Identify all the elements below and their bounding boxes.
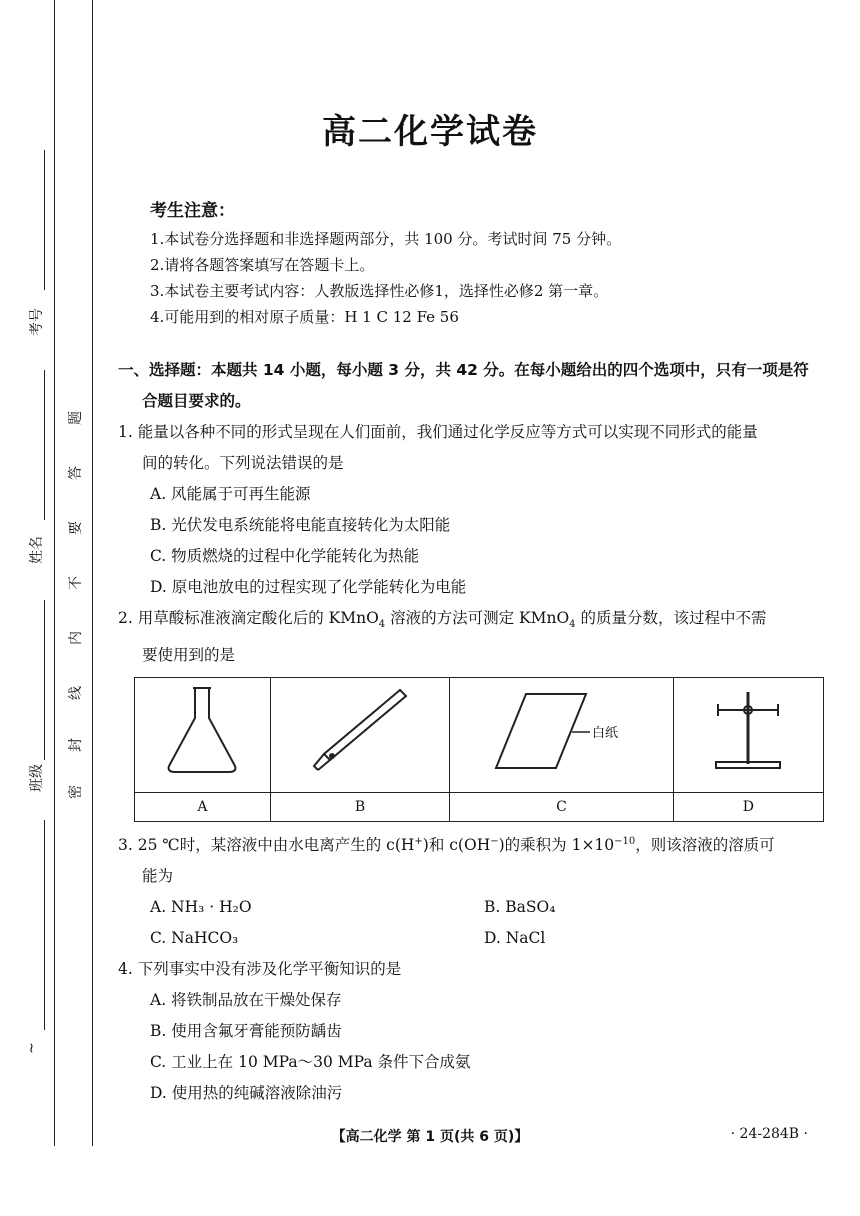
q2-cell-c bbox=[450, 678, 673, 793]
conical-flask-icon bbox=[157, 682, 247, 778]
exam-no-fill-line bbox=[44, 150, 45, 290]
q4-stem: 4. 下列事实中没有涉及化学平衡知识的是 bbox=[118, 960, 402, 979]
white-paper-label: 白纸 bbox=[592, 725, 619, 741]
bottom-mark: ~ bbox=[23, 1042, 40, 1054]
q2-cell-d bbox=[673, 678, 823, 793]
q2-label-b: B bbox=[270, 793, 450, 822]
notice-heading: 考生注意： bbox=[150, 201, 235, 221]
q3-options-row1 bbox=[118, 892, 818, 923]
q3-option-c: C. NaHCO₃ bbox=[150, 929, 239, 948]
q1-option-a: A. 风能属于可再生能源 bbox=[150, 485, 311, 503]
class-label: 班级 bbox=[29, 764, 45, 792]
q2-label-d: D bbox=[673, 793, 823, 822]
seat-fill-line bbox=[44, 820, 45, 1030]
q1-stem: 1. 能量以各种不同的形式呈现在人们面前，我们通过化学反应等方式可以实现不同形式的能量 bbox=[118, 423, 758, 441]
seal-char: 内 bbox=[68, 631, 84, 645]
seal-char: 密 bbox=[68, 785, 84, 799]
paper-code: · 24-284B · bbox=[730, 1126, 808, 1142]
notice-item: 2.请将各题答案填写在答题卡上。 bbox=[150, 256, 375, 274]
seal-char: 题 bbox=[68, 411, 84, 425]
section-heading: 一、选择题：本题共 14 小题，每小题 3 分，共 42 分。在每小题给出的四个选项中，只有一项是符 bbox=[118, 361, 809, 379]
name-fill-line bbox=[44, 370, 45, 520]
q2-label-c: C bbox=[450, 793, 673, 822]
seal-char: 不 bbox=[68, 576, 84, 590]
q2-cell-a bbox=[135, 678, 271, 793]
notice-block bbox=[150, 198, 621, 330]
q2-label-a: A bbox=[135, 793, 271, 822]
q1-option-c: C. 物质燃烧的过程中化学能转化为热能 bbox=[150, 547, 420, 565]
q1-option-d: D. 原电池放电的过程实现了化学能转化为电能 bbox=[150, 578, 467, 596]
seal-char: 封 bbox=[68, 738, 84, 752]
q4-option-c: C. 工业上在 10 MPa～30 MPa 条件下合成氨 bbox=[150, 1053, 471, 1072]
question-content bbox=[118, 355, 818, 1109]
q3-option-d: D. NaCl bbox=[484, 929, 546, 948]
binding-line-left bbox=[54, 0, 55, 1146]
notice-item: 3.本试卷主要考试内容：人教版选择性必修1，选择性必修2 第一章。 bbox=[150, 282, 609, 300]
binding-line-right bbox=[92, 0, 93, 1146]
page-title: 高二化学试卷 bbox=[322, 112, 538, 152]
q2-cell-b bbox=[270, 678, 450, 793]
q3-stem-cont: 能为 bbox=[142, 867, 174, 886]
notice-item: 1.本试卷分选择题和非选择题两部分，共 100 分。考试时间 75 分钟。 bbox=[150, 230, 622, 248]
class-fill-line bbox=[44, 600, 45, 760]
q3-options-row2 bbox=[118, 923, 818, 954]
burette-stand-icon bbox=[698, 682, 798, 778]
name-label: 姓名 bbox=[29, 536, 45, 564]
seal-char: 要 bbox=[68, 521, 84, 535]
q2-apparatus-table bbox=[134, 677, 824, 822]
q3-option-b: B. BaSO₄ bbox=[484, 898, 556, 917]
notice-item: 4.可能用到的相对原子质量：H 1 C 12 Fe 56 bbox=[150, 308, 459, 326]
q2-stem: 2. 用草酸标准液滴定酸化后的 KMnO$_4$ 溶液的方法可测定 KMnO$_4$ 的质量分数，该过程中不需 bbox=[118, 609, 767, 631]
page-footer: 【高二化学 第 1 页(共 6 页)】 bbox=[331, 1129, 529, 1145]
seal-char: 答 bbox=[68, 466, 84, 480]
q3-option-a: A. NH₃ · H₂O bbox=[150, 898, 252, 917]
white-paper-icon bbox=[486, 682, 636, 778]
q1-option-b: B. 光伏发电系统能将电能直接转化为太阳能 bbox=[150, 516, 451, 534]
q1-stem-cont: 间的转化。下列说法错误的是 bbox=[142, 454, 344, 472]
q4-option-a: A. 将铁制品放在干燥处保存 bbox=[150, 991, 342, 1010]
burette-icon bbox=[300, 682, 420, 778]
q4-option-d: D. 使用热的纯碱溶液除油污 bbox=[150, 1084, 343, 1103]
q4-option-b: B. 使用含氟牙膏能预防龋齿 bbox=[150, 1022, 342, 1041]
section-heading-cont: 合题目要求的。 bbox=[142, 392, 251, 410]
exam-no-label: 考号 bbox=[29, 308, 45, 336]
q2-stem-cont: 要使用到的是 bbox=[142, 646, 236, 665]
q3-stem: 3. 25 ℃时，某溶液中由水电离产生的 c(H+)和 c(OH−)的乘积为 $1\times 10^{-10}$，则该溶液的溶质可 bbox=[118, 836, 775, 855]
seal-char: 线 bbox=[68, 686, 84, 700]
